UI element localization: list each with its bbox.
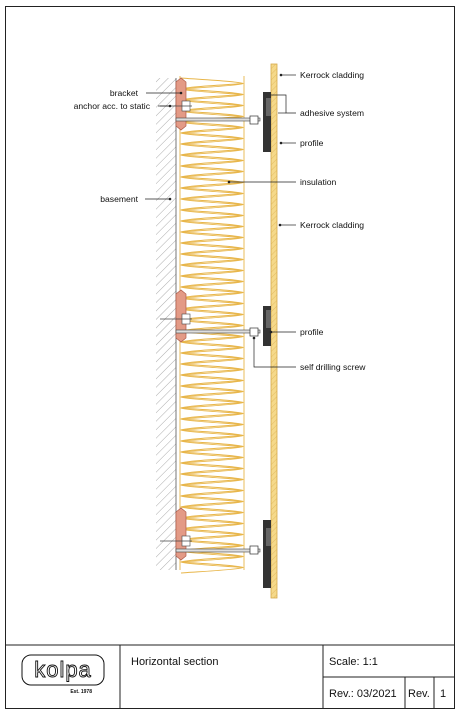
revision-date: Rev.: 03/2021: [329, 688, 397, 700]
insulation-curve: [181, 78, 243, 573]
label-insulation: insulation: [300, 177, 337, 187]
insulation-layer: [181, 78, 243, 573]
label-adhesive-system: adhesive system: [300, 108, 365, 118]
label-anchor: anchor acc. to static: [73, 101, 150, 111]
label-profile-top: profile: [300, 138, 324, 148]
kolpa-logo: [22, 655, 104, 695]
logo-established: Est. 1978: [70, 689, 92, 695]
drawing-title: Horizontal section: [131, 656, 219, 668]
label-self-drilling-screw: self drilling screw: [300, 362, 366, 372]
label-kerrock-cladding-mid: Kerrock cladding: [300, 220, 365, 230]
label-basement: basement: [100, 194, 138, 204]
revision-number: 1: [440, 688, 447, 700]
label-profile-mid: profile: [300, 327, 324, 337]
scale-text: Scale: 1:1: [329, 656, 378, 668]
insulation-curve-offset: [181, 84, 243, 568]
label-kerrock-cladding-top: Kerrock cladding: [300, 70, 365, 80]
revision-label: Rev.: [408, 688, 430, 700]
logo-wordmark: kolpa: [34, 657, 92, 682]
basement-wall: [156, 78, 176, 570]
label-bracket: bracket: [109, 88, 138, 98]
cladding-hatch: [271, 64, 277, 598]
